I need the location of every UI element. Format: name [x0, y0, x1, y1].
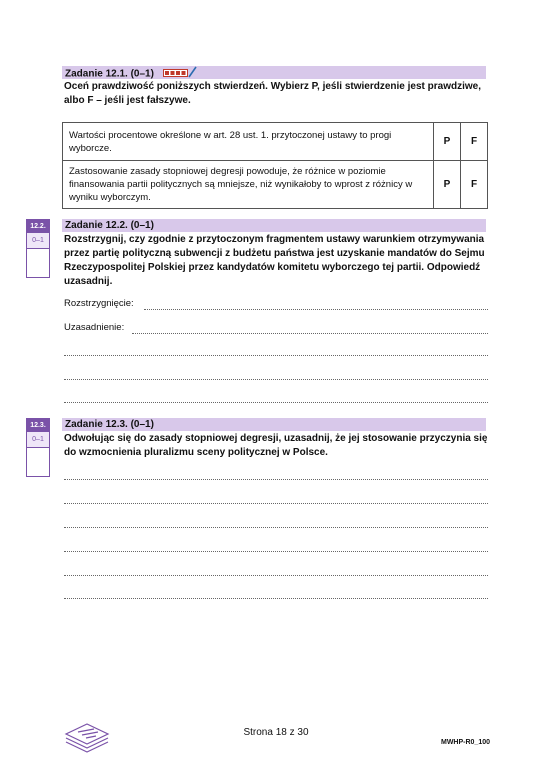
- task-12-3-header: Zadanie 12.3. (0–1): [62, 418, 486, 431]
- answer-line[interactable]: [64, 402, 488, 403]
- option-f-1[interactable]: F: [461, 123, 488, 161]
- option-p-1[interactable]: P: [434, 123, 461, 161]
- true-false-table: [62, 122, 488, 209]
- statement-1: Wartości procentowe określone w art. 28 ust. 1. przytoczonej ustawy to progi wyborcze.: [63, 123, 434, 161]
- answer-line[interactable]: [64, 575, 488, 576]
- score-box-12-3: [26, 418, 50, 477]
- table-row: [63, 123, 488, 161]
- justification-answer-line[interactable]: [132, 333, 488, 334]
- score-box-field[interactable]: [27, 448, 49, 476]
- task-12-1-title: Zadanie 12.1. (0–1): [65, 68, 154, 80]
- answer-line[interactable]: [64, 479, 488, 480]
- answer-line[interactable]: [64, 379, 488, 380]
- answer-line[interactable]: [64, 527, 488, 528]
- answer-line[interactable]: [64, 598, 488, 599]
- table-row: [63, 161, 488, 209]
- option-p-2[interactable]: P: [434, 161, 461, 209]
- statement-2: Zastosowanie zasady stopniowej degresji powoduje, że różnice w poziomie finansowania partii politycznych są mniejsze, niż wynikałoby to wprost z różnicy w wyniku wyborczym.: [63, 161, 434, 209]
- option-f-2[interactable]: F: [461, 161, 488, 209]
- page-number: Strona 18 z 30: [243, 727, 309, 738]
- task-12-2-header: Zadanie 12.2. (0–1): [62, 219, 486, 232]
- score-box-number: 12.2.: [27, 220, 49, 233]
- decision-answer-line[interactable]: [144, 309, 488, 310]
- task-12-1-instruction: Oceń prawdziwość poniższych stwierdzeń. Wybierz P, jeśli stwierdzenie jest prawdziwe, albo F – jeśli jest fałszywe.: [64, 81, 481, 106]
- justification-label: Uzasadnienie:: [64, 322, 125, 333]
- score-box-number: 12.3.: [27, 419, 49, 432]
- answer-line[interactable]: [64, 551, 488, 552]
- score-box-points: 0–1: [27, 432, 49, 448]
- task-12-1-header: [62, 66, 486, 79]
- score-box-field[interactable]: [27, 249, 49, 277]
- answer-line[interactable]: [64, 355, 488, 356]
- decision-label: Rozstrzygnięcie:: [64, 298, 134, 309]
- exam-code: MWHP-R0_100: [440, 739, 490, 746]
- answer-line[interactable]: [64, 503, 488, 504]
- score-box-12-2: [26, 219, 50, 278]
- score-box-points: 0–1: [27, 233, 49, 249]
- task-12-3-instruction: Odwołując się do zasady stopniowej degresji, uzasadnij, że jej stosowanie przyczynia się do wzmocnienia pluralizmu sceny politycznej w Polsce.: [64, 433, 488, 458]
- task-12-2-instruction: Rozstrzygnij, czy zgodnie z przytoczonym fragmentem ustawy warunkiem otrzymywania przez partię polityczną subwencji z budżetu państwa jest uzyskanie mandatów do Sejmu Rzeczypospolitej Polskiej przez kandydatów komitetu wyborczego tej partii. Odpowiedź uzasadnij.: [64, 234, 485, 287]
